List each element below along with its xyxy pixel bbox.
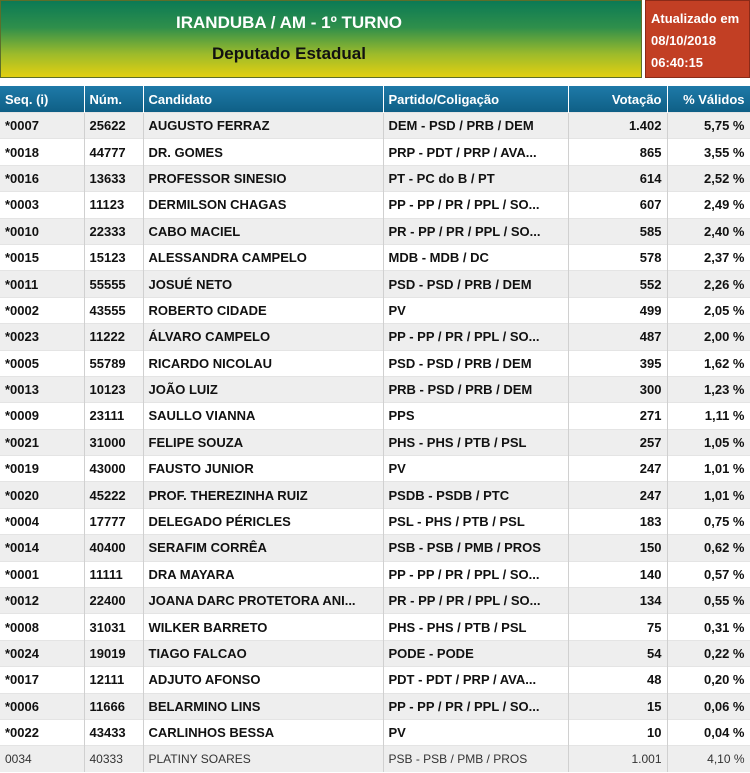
cell-seq: *0010 (0, 218, 84, 244)
table-row[interactable] (0, 350, 750, 376)
cell-valid-percent: 0,22 % (667, 640, 750, 666)
cell-candidate: JOÃO LUIZ (143, 376, 383, 402)
cell-seq: *0001 (0, 561, 84, 587)
cell-candidate: TIAGO FALCAO (143, 640, 383, 666)
cell-votes: 865 (568, 139, 667, 165)
cell-valid-percent: 2,37 % (667, 244, 750, 270)
table-row[interactable] (0, 561, 750, 587)
cell-party: PDT - PDT / PRP / AVA... (383, 667, 568, 693)
cell-party: DEM - PSD / PRB / DEM (383, 113, 568, 139)
table-row[interactable] (0, 271, 750, 297)
cell-valid-percent: 2,00 % (667, 324, 750, 350)
cell-votes: 585 (568, 218, 667, 244)
column-header-candidate[interactable]: Candidato (143, 86, 383, 113)
cell-valid-percent: 0,31 % (667, 614, 750, 640)
cell-party: PRB - PSD / PRB / DEM (383, 376, 568, 402)
column-header-valid-percent[interactable]: % Válidos (667, 86, 750, 113)
cell-party: PODE - PODE (383, 640, 568, 666)
cell-candidate: ROBERTO CIDADE (143, 297, 383, 323)
cell-candidate: PLATINY SOARES (143, 746, 383, 772)
cell-party: PSD - PSD / PRB / DEM (383, 350, 568, 376)
cell-number: 11123 (84, 192, 143, 218)
table-row[interactable] (0, 482, 750, 508)
cell-votes: 300 (568, 376, 667, 402)
cell-votes: 54 (568, 640, 667, 666)
cell-votes: 257 (568, 429, 667, 455)
column-header-votes[interactable]: Votação (568, 86, 667, 113)
cell-valid-percent: 1,23 % (667, 376, 750, 402)
cell-candidate: ADJUTO AFONSO (143, 667, 383, 693)
cell-votes: 395 (568, 350, 667, 376)
cell-number: 10123 (84, 376, 143, 402)
table-row[interactable] (0, 403, 750, 429)
column-header-seq[interactable]: Seq. (i) (0, 86, 84, 113)
cell-seq: *0024 (0, 640, 84, 666)
cell-candidate: BELARMINO LINS (143, 693, 383, 719)
cell-valid-percent: 0,06 % (667, 693, 750, 719)
table-row[interactable] (0, 324, 750, 350)
cell-seq: *0020 (0, 482, 84, 508)
cell-votes: 247 (568, 456, 667, 482)
cell-candidate: AUGUSTO FERRAZ (143, 113, 383, 139)
cell-candidate: FELIPE SOUZA (143, 429, 383, 455)
cell-valid-percent: 2,05 % (667, 297, 750, 323)
cell-votes: 75 (568, 614, 667, 640)
table-row[interactable] (0, 192, 750, 218)
cell-votes: 150 (568, 535, 667, 561)
column-header-number[interactable]: Núm. (84, 86, 143, 113)
cell-votes: 552 (568, 271, 667, 297)
cell-seq: *0002 (0, 297, 84, 323)
update-timestamp-box (645, 0, 750, 78)
table-row[interactable] (0, 508, 750, 534)
table-row[interactable] (0, 456, 750, 482)
update-time: 06:40:15 (651, 55, 704, 70)
cell-valid-percent: 0,20 % (667, 667, 750, 693)
cell-seq: *0007 (0, 113, 84, 139)
cell-party: PSB - PSB / PMB / PROS (383, 746, 568, 772)
results-table (0, 86, 750, 772)
table-row[interactable] (0, 719, 750, 745)
cell-number: 22400 (84, 588, 143, 614)
cell-party: PPS (383, 403, 568, 429)
cell-party: PSDB - PSDB / PTC (383, 482, 568, 508)
table-row[interactable] (0, 588, 750, 614)
cell-number: 25622 (84, 113, 143, 139)
cell-seq: *0018 (0, 139, 84, 165)
cell-party: PHS - PHS / PTB / PSL (383, 614, 568, 640)
table-row[interactable] (0, 693, 750, 719)
cell-number: 31000 (84, 429, 143, 455)
page-title: IRANDUBA / AM - 1º TURNO (176, 13, 402, 32)
cell-number: 13633 (84, 165, 143, 191)
cell-valid-percent: 2,40 % (667, 218, 750, 244)
cell-party: PSL - PHS / PTB / PSL (383, 508, 568, 534)
table-row[interactable] (0, 746, 750, 772)
cell-party: PSB - PSB / PMB / PROS (383, 535, 568, 561)
update-label: Atualizado em (651, 11, 740, 26)
cell-party: PP - PP / PR / PPL / SO... (383, 561, 568, 587)
cell-number: 11111 (84, 561, 143, 587)
cell-votes: 247 (568, 482, 667, 508)
cell-candidate: CARLINHOS BESSA (143, 719, 383, 745)
cell-party: PSD - PSD / PRB / DEM (383, 271, 568, 297)
table-row[interactable] (0, 535, 750, 561)
cell-number: 19019 (84, 640, 143, 666)
cell-seq: *0022 (0, 719, 84, 745)
cell-candidate: DELEGADO PÉRICLES (143, 508, 383, 534)
cell-valid-percent: 0,04 % (667, 719, 750, 745)
cell-votes: 607 (568, 192, 667, 218)
cell-number: 40400 (84, 535, 143, 561)
cell-candidate: DR. GOMES (143, 139, 383, 165)
column-header-party[interactable]: Partido/Coligação (383, 86, 568, 113)
cell-seq: *0012 (0, 588, 84, 614)
cell-number: 11222 (84, 324, 143, 350)
cell-number: 44777 (84, 139, 143, 165)
cell-valid-percent: 4,10 % (667, 746, 750, 772)
cell-party: PR - PP / PR / PPL / SO... (383, 588, 568, 614)
cell-seq: *0015 (0, 244, 84, 270)
cell-seq: *0013 (0, 376, 84, 402)
office-subtitle: Deputado Estadual (212, 44, 366, 63)
cell-seq: *0006 (0, 693, 84, 719)
table-row[interactable] (0, 165, 750, 191)
cell-number: 55555 (84, 271, 143, 297)
cell-valid-percent: 1,01 % (667, 456, 750, 482)
cell-votes: 271 (568, 403, 667, 429)
cell-votes: 183 (568, 508, 667, 534)
cell-valid-percent: 0,57 % (667, 561, 750, 587)
cell-valid-percent: 2,49 % (667, 192, 750, 218)
cell-party: PP - PP / PR / PPL / SO... (383, 693, 568, 719)
cell-valid-percent: 2,52 % (667, 165, 750, 191)
cell-valid-percent: 5,75 % (667, 113, 750, 139)
cell-candidate: ALESSANDRA CAMPELO (143, 244, 383, 270)
cell-party: PRP - PDT / PRP / AVA... (383, 139, 568, 165)
cell-valid-percent: 0,55 % (667, 588, 750, 614)
cell-seq: *0021 (0, 429, 84, 455)
cell-votes: 499 (568, 297, 667, 323)
cell-number: 12111 (84, 667, 143, 693)
cell-candidate: RICARDO NICOLAU (143, 350, 383, 376)
table-row[interactable] (0, 218, 750, 244)
table-row[interactable] (0, 376, 750, 402)
results-header (0, 0, 642, 78)
cell-seq: *0011 (0, 271, 84, 297)
cell-party: PV (383, 719, 568, 745)
cell-candidate: PROF. THEREZINHA RUIZ (143, 482, 383, 508)
cell-number: 40333 (84, 746, 143, 772)
cell-votes: 614 (568, 165, 667, 191)
cell-number: 15123 (84, 244, 143, 270)
cell-votes: 10 (568, 719, 667, 745)
cell-seq: *0005 (0, 350, 84, 376)
table-header-row (0, 86, 750, 113)
cell-candidate: ÁLVARO CAMPELO (143, 324, 383, 350)
cell-votes: 15 (568, 693, 667, 719)
cell-seq: *0009 (0, 403, 84, 429)
cell-votes: 48 (568, 667, 667, 693)
cell-votes: 1.402 (568, 113, 667, 139)
cell-seq: 0034 (0, 746, 84, 772)
cell-party: PT - PC do B / PT (383, 165, 568, 191)
cell-votes: 487 (568, 324, 667, 350)
cell-candidate: JOSUÉ NETO (143, 271, 383, 297)
cell-number: 43555 (84, 297, 143, 323)
cell-seq: *0023 (0, 324, 84, 350)
cell-valid-percent: 2,26 % (667, 271, 750, 297)
cell-seq: *0008 (0, 614, 84, 640)
cell-candidate: WILKER BARRETO (143, 614, 383, 640)
cell-seq: *0003 (0, 192, 84, 218)
table-row[interactable] (0, 667, 750, 693)
cell-valid-percent: 0,75 % (667, 508, 750, 534)
cell-votes: 140 (568, 561, 667, 587)
cell-number: 17777 (84, 508, 143, 534)
cell-party: MDB - MDB / DC (383, 244, 568, 270)
cell-candidate: DERMILSON CHAGAS (143, 192, 383, 218)
cell-candidate: SAULLO VIANNA (143, 403, 383, 429)
cell-party: PV (383, 456, 568, 482)
cell-candidate: FAUSTO JUNIOR (143, 456, 383, 482)
cell-votes: 134 (568, 588, 667, 614)
table-row[interactable] (0, 139, 750, 165)
update-date: 08/10/2018 (651, 33, 717, 48)
cell-valid-percent: 0,62 % (667, 535, 750, 561)
cell-candidate: PROFESSOR SINESIO (143, 165, 383, 191)
cell-valid-percent: 1,62 % (667, 350, 750, 376)
cell-votes: 1.001 (568, 746, 667, 772)
cell-number: 11666 (84, 693, 143, 719)
cell-seq: *0014 (0, 535, 84, 561)
table-row[interactable] (0, 244, 750, 270)
cell-number: 45222 (84, 482, 143, 508)
cell-valid-percent: 1,05 % (667, 429, 750, 455)
cell-number: 22333 (84, 218, 143, 244)
cell-party: PP - PP / PR / PPL / SO... (383, 192, 568, 218)
cell-number: 43000 (84, 456, 143, 482)
table-row[interactable] (0, 614, 750, 640)
table-row[interactable] (0, 297, 750, 323)
cell-seq: *0004 (0, 508, 84, 534)
cell-number: 23111 (84, 403, 143, 429)
table-row[interactable] (0, 113, 750, 139)
table-row[interactable] (0, 640, 750, 666)
cell-party: PR - PP / PR / PPL / SO... (383, 218, 568, 244)
cell-seq: *0017 (0, 667, 84, 693)
cell-candidate: JOANA DARC PROTETORA ANI... (143, 588, 383, 614)
cell-number: 55789 (84, 350, 143, 376)
table-row[interactable] (0, 429, 750, 455)
cell-candidate: SERAFIM CORRÊA (143, 535, 383, 561)
cell-valid-percent: 1,11 % (667, 403, 750, 429)
cell-candidate: CABO MACIEL (143, 218, 383, 244)
cell-seq: *0019 (0, 456, 84, 482)
cell-seq: *0016 (0, 165, 84, 191)
cell-valid-percent: 3,55 % (667, 139, 750, 165)
cell-number: 31031 (84, 614, 143, 640)
cell-votes: 578 (568, 244, 667, 270)
cell-party: PP - PP / PR / PPL / SO... (383, 324, 568, 350)
cell-number: 43433 (84, 719, 143, 745)
cell-party: PV (383, 297, 568, 323)
cell-valid-percent: 1,01 % (667, 482, 750, 508)
cell-candidate: DRA MAYARA (143, 561, 383, 587)
cell-party: PHS - PHS / PTB / PSL (383, 429, 568, 455)
